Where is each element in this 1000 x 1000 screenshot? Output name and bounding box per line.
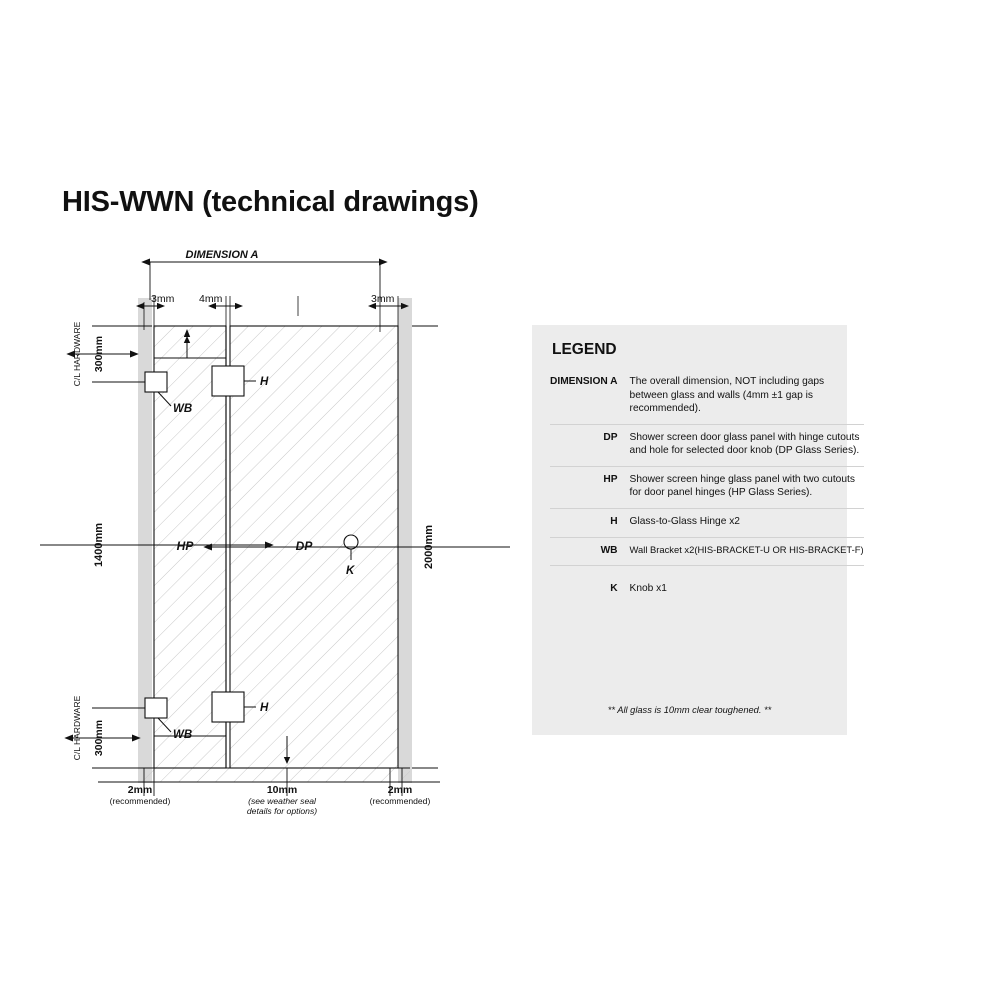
legend-desc: Shower screen door glass panel with hinge cutouts and hole for selected door knob (DP Glass Series). [627,424,864,466]
svg-text:2000mm: 2000mm [423,524,435,570]
svg-text:WB: WB [173,403,193,415]
svg-text:H: H [260,702,269,714]
legend-title: LEGEND [552,341,617,358]
legend-key: DP [550,424,627,466]
table-row [550,508,864,537]
svg-text:3mm: 3mm [151,293,175,305]
table-row [550,424,864,466]
bottom-left-dimension: 2mm (recommended) [109,784,171,806]
svg-text:HP: HP [176,539,194,553]
legend-desc: Glass-to-Glass Hinge x2 [627,508,864,537]
bottom-right-dimension: 2mm (recommended) [369,784,431,806]
legend-key: H [550,508,627,537]
svg-text:300mm: 300mm [93,335,105,373]
hinge-bottom [212,692,244,722]
legend-desc: Wall Bracket x2(HIS-BRACKET-U OR HIS-BRACKET-F) [627,537,864,566]
floor-hatch [140,768,410,782]
legend-note: ** All glass is 10mm clear toughened. ** [607,705,772,715]
table-row [550,369,864,424]
legend-desc: Shower screen hinge glass panel with two cutouts for door panel hinges (HP Glass Series). [627,466,864,508]
hinge-top [212,366,244,396]
wall-bracket-bottom [145,698,167,718]
legend-key: WB [550,537,627,566]
svg-text:H: H [260,376,269,388]
svg-text:4mm: 4mm [199,293,223,305]
table-row [550,537,864,566]
svg-text:DP: DP [295,539,313,553]
legend-panel [532,325,864,735]
table-row [550,566,864,604]
page-title: HIS-WWN (technical drawings) [62,186,479,218]
legend-key: HP [550,466,627,508]
bottom-center-dimension: 10mm (see weather seal details for options) [246,784,318,816]
legend-key: K [610,583,618,595]
svg-text:3mm: 3mm [371,293,395,305]
svg-text:1400mm: 1400mm [93,522,105,568]
wall-bracket-top [145,372,167,392]
technical-drawing [40,240,510,840]
legend-table [550,369,864,604]
legend-desc: Knob x1 [629,583,667,595]
svg-text:DIMENSION A: DIMENSION A [185,249,259,261]
svg-text:WB: WB [173,729,193,741]
legend-desc: The overall dimension, NOT including gaps between glass and walls (4mm ±1 gap is recommended). [627,369,864,424]
svg-text:C/L HARDWARE: C/L HARDWARE [72,695,82,761]
svg-text:C/L HARDWARE: C/L HARDWARE [72,321,82,387]
svg-text:K: K [346,565,355,577]
wall-right [398,298,412,783]
svg-text:300mm: 300mm [93,719,105,757]
legend-key: DIMENSION A [550,369,627,424]
table-row [550,466,864,508]
